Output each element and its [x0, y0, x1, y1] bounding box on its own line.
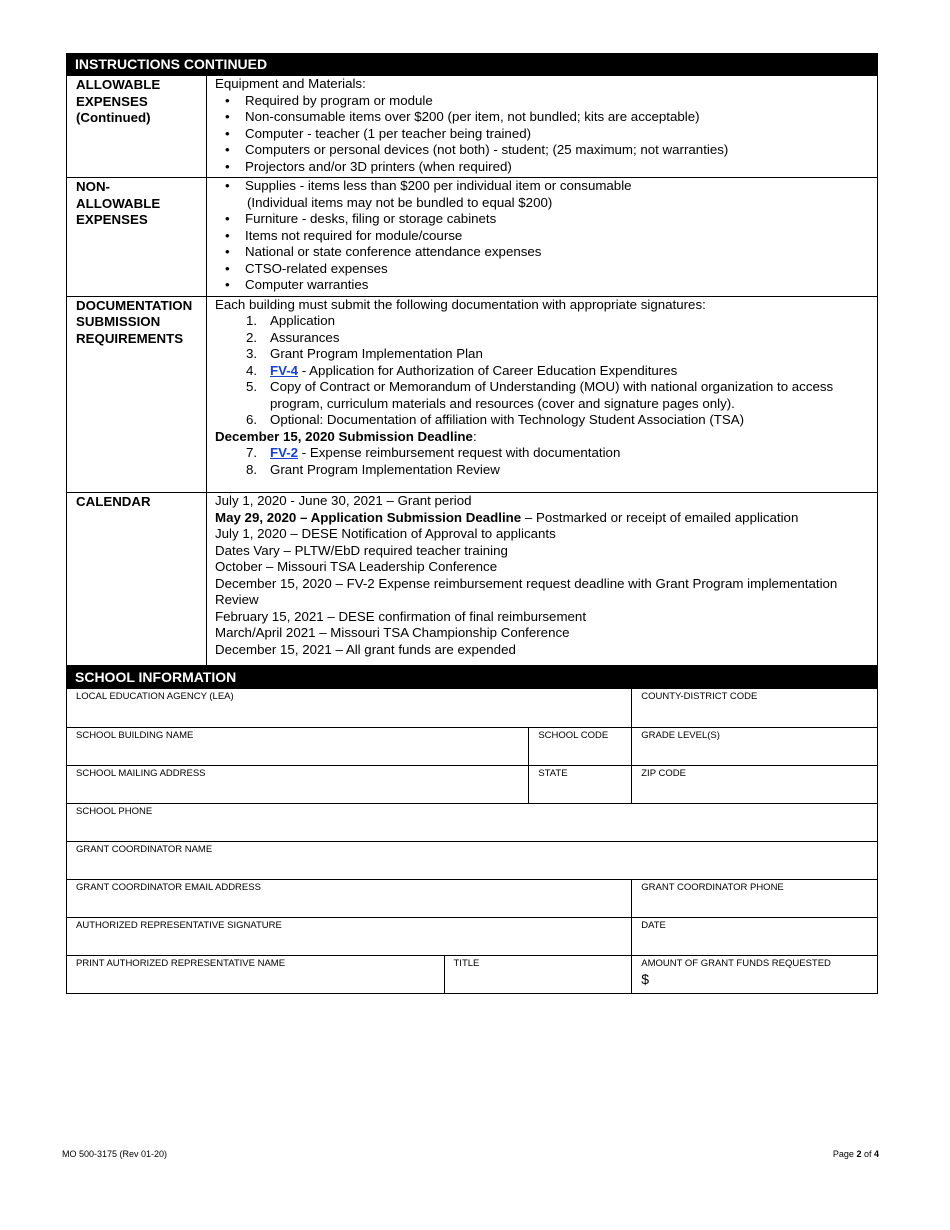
- instructions-header: INSTRUCTIONS CONTINUED: [66, 53, 878, 76]
- list-item: • Computers or personal devices (not both) - student; (25 maximum; not warranties): [225, 142, 729, 157]
- school-mailing-address-field[interactable]: SCHOOL MAILING ADDRESS: [67, 765, 529, 803]
- bullet-icon: •: [225, 211, 230, 226]
- non-allowable-subnote: (Individual items may not be bundled to equal $200): [247, 194, 553, 210]
- deadline-heading: December 15, 2020 Submission Deadline:: [215, 428, 477, 444]
- list-item: 7. FV-2 - Expense reimbursement request with documentation: [246, 445, 621, 460]
- title-field[interactable]: TITLE: [444, 955, 632, 993]
- documentation-content: [207, 296, 878, 493]
- non-allowable-row: [67, 178, 878, 297]
- documentation-intro: Each building must submit the following documentation with appropriate signatures:: [215, 296, 706, 312]
- non-allowable-list: [215, 178, 873, 195]
- calendar-line: July 1, 2020 – DESE Notification of Approval to applicants: [215, 526, 556, 541]
- bullet-icon: •: [225, 92, 230, 108]
- allowable-row: [67, 76, 878, 178]
- list-item: 2. Assurances: [246, 329, 340, 345]
- grant-amount-field[interactable]: AMOUNT OF GRANT FUNDS REQUESTED $: [632, 955, 878, 993]
- print-representative-name-field[interactable]: PRINT AUTHORIZED REPRESENTATIVE NAME: [67, 955, 445, 993]
- school-code-field[interactable]: SCHOOL CODE: [529, 727, 632, 765]
- documentation-row: [67, 296, 878, 493]
- allowable-label: ALLOWABLE EXPENSES (Continued): [67, 76, 207, 178]
- list-item: • Supplies - items less than $200 per individual item or consumable: [225, 178, 632, 193]
- school-information-table: [66, 689, 878, 994]
- list-item: • CTSO-related expenses: [225, 260, 388, 276]
- documentation-label: DOCUMENTATION SUBMISSION REQUIREMENTS: [67, 296, 207, 493]
- grade-levels-field[interactable]: GRADE LEVEL(S): [632, 727, 878, 765]
- calendar-line: July 1, 2020 - June 30, 2021 – Grant period: [215, 493, 472, 508]
- bullet-icon: •: [225, 277, 230, 292]
- list-item: • Computer warranties: [225, 277, 369, 292]
- list-item: 1. Application: [246, 313, 336, 328]
- form-id: MO 500-3175 (Rev 01-20): [62, 1149, 168, 1159]
- allowable-content: [207, 76, 878, 178]
- bullet-icon: •: [225, 158, 230, 174]
- grant-coordinator-email-field[interactable]: GRANT COORDINATOR EMAIL ADDRESS: [67, 879, 632, 917]
- list-item: 4. FV-4 - Application for Authorization of Career Education Expenditures: [246, 362, 678, 378]
- calendar-line: October – Missouri TSA Leadership Conference: [215, 559, 498, 574]
- allowable-intro: Equipment and Materials:: [215, 76, 366, 91]
- list-item: • Required by program or module: [225, 92, 433, 108]
- lea-field[interactable]: LOCAL EDUCATION AGENCY (LEA): [67, 689, 632, 727]
- non-allowable-label: NON- ALLOWABLE EXPENSES: [67, 178, 207, 297]
- calendar-content: [207, 493, 878, 666]
- date-field[interactable]: DATE: [632, 917, 878, 955]
- bullet-icon: •: [225, 244, 230, 259]
- deadline-list: [215, 445, 873, 478]
- list-item: • Computer - teacher (1 per teacher being trained): [225, 125, 532, 141]
- list-item: • Non-consumable items over $200 (per item, not bundled; kits are acceptable): [225, 109, 700, 124]
- calendar-label: CALENDAR: [67, 493, 207, 666]
- list-item: • National or state conference attendance expenses: [225, 244, 542, 259]
- county-district-code-field[interactable]: COUNTY-DISTRICT CODE: [632, 689, 878, 727]
- school-building-name-field[interactable]: SCHOOL BUILDING NAME: [67, 727, 529, 765]
- bullet-icon: •: [225, 125, 230, 141]
- calendar-line: March/April 2021 – Missouri TSA Championship Conference: [215, 625, 570, 640]
- instructions-table: [66, 76, 878, 666]
- list-item: 3. Grant Program Implementation Plan: [246, 346, 483, 361]
- calendar-line: December 15, 2020 – FV-2 Expense reimbursement request deadline with Grant Program implementation Review: [215, 575, 838, 607]
- school-information-header: SCHOOL INFORMATION: [66, 666, 878, 689]
- non-allowable-content: [207, 178, 878, 297]
- fv2-link[interactable]: FV-2: [270, 445, 299, 460]
- calendar-line: December 15, 2021 – All grant funds are expended: [215, 641, 516, 657]
- allowable-list: [215, 93, 873, 176]
- calendar-line: February 15, 2021 – DESE confirmation of final reimbursement: [215, 608, 587, 624]
- list-item: • Items not required for module/course: [225, 227, 463, 243]
- calendar-line: Dates Vary – PLTW/EbD required teacher training: [215, 542, 508, 558]
- list-item: • Projectors and/or 3D printers (when required): [225, 158, 512, 174]
- bullet-icon: •: [225, 260, 230, 276]
- calendar-row: [67, 493, 878, 666]
- list-item: 8. Grant Program Implementation Review: [246, 461, 500, 477]
- zip-code-field[interactable]: ZIP CODE: [632, 765, 878, 803]
- authorized-signature-field[interactable]: AUTHORIZED REPRESENTATIVE SIGNATURE: [67, 917, 632, 955]
- fv4-link[interactable]: FV-4: [270, 362, 299, 378]
- dollar-sign: $: [641, 970, 650, 987]
- list-item: 6. Optional: Documentation of affiliation with Technology Student Association (TSA): [246, 412, 745, 427]
- school-phone-field[interactable]: SCHOOL PHONE: [67, 803, 878, 841]
- list-item: 5. Copy of Contract or Memorandum of Understanding (MOU) with national organization to access program, curriculum materials and resources (cover and signature pages only).: [246, 379, 834, 411]
- bullet-icon: •: [225, 178, 230, 193]
- grant-coordinator-name-field[interactable]: GRANT COORDINATOR NAME: [67, 841, 878, 879]
- form-page: [66, 53, 878, 994]
- page-number: Page 2 of 4: [832, 1149, 879, 1159]
- list-item: • Furniture - desks, filing or storage cabinets: [225, 211, 497, 226]
- calendar-line: May 29, 2020 – Application Submission Deadline – Postmarked or receipt of emailed application: [215, 509, 799, 525]
- bullet-icon: •: [225, 109, 230, 124]
- documentation-list: [215, 313, 873, 429]
- state-field[interactable]: STATE: [529, 765, 632, 803]
- bullet-icon: •: [225, 227, 230, 243]
- grant-coordinator-phone-field[interactable]: GRANT COORDINATOR PHONE: [632, 879, 878, 917]
- bullet-icon: •: [225, 142, 230, 157]
